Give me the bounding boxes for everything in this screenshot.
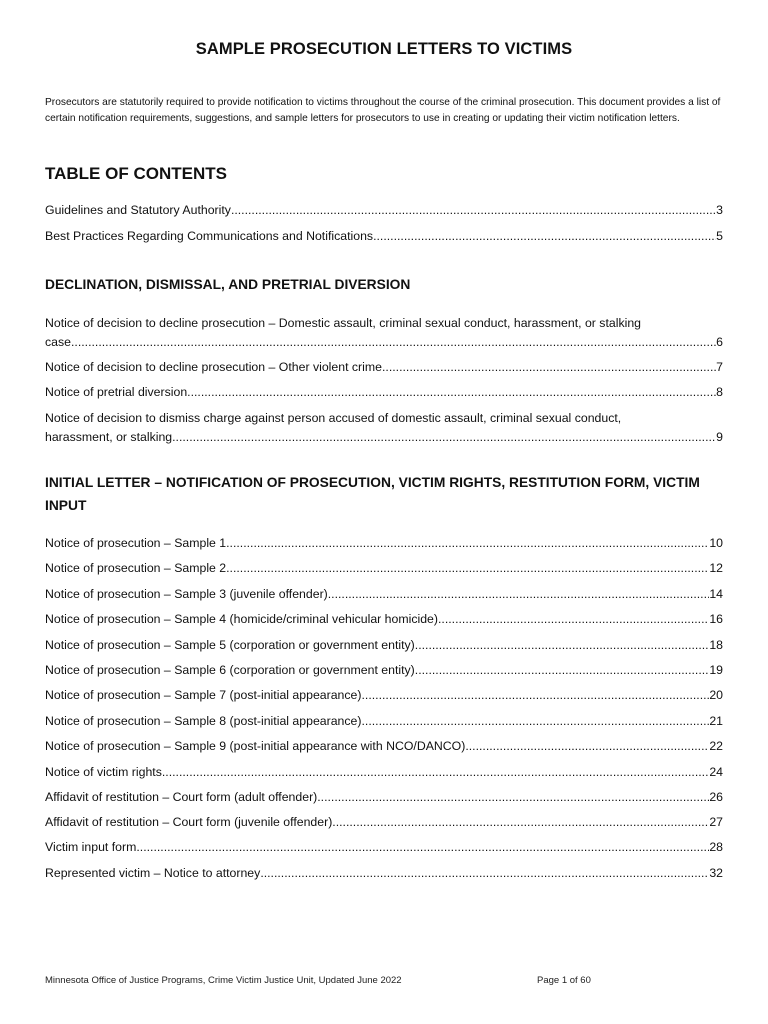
toc-entry-text: Best Practices Regarding Communications and Notifications <box>45 229 374 243</box>
toc-entry[interactable] <box>45 788 723 807</box>
dot-leader <box>260 864 709 883</box>
dot-leader <box>382 358 716 377</box>
toc-entry-text: Affidavit of restitution – Court form (adult offender) <box>45 790 318 804</box>
toc-entry[interactable] <box>45 534 723 553</box>
toc-page-number: 10 <box>709 536 723 550</box>
toc-entry-text-line1: Notice of decision to decline prosecution – Domestic assault, criminal sexual conduct, harassment, or stalking <box>45 316 642 330</box>
toc-entry-guidelines[interactable] <box>45 201 723 220</box>
toc-entry-dismiss-charge[interactable] <box>45 409 723 447</box>
toc-page-number: 21 <box>709 714 723 728</box>
dot-leader <box>361 712 709 731</box>
dot-leader <box>373 227 716 246</box>
dot-leader <box>187 383 716 402</box>
toc-page-number: 3 <box>716 203 723 217</box>
dot-leader <box>172 428 716 447</box>
toc-entry[interactable] <box>45 661 723 680</box>
toc-page-number: 20 <box>709 688 723 702</box>
toc-entry[interactable] <box>45 712 723 731</box>
toc-page-number: 6 <box>716 335 723 349</box>
toc-page-number: 14 <box>709 587 723 601</box>
toc-page-number: 16 <box>709 612 723 626</box>
toc-page-number: 12 <box>709 561 723 575</box>
toc-entry-text: Notice of prosecution – Sample 2 <box>45 561 227 575</box>
toc-entry-text: Affidavit of restitution – Court form (juvenile offender) <box>45 815 333 829</box>
dot-leader <box>71 333 716 352</box>
toc-entry[interactable] <box>45 838 723 857</box>
toc-entry-text: Notice of prosecution – Sample 1 <box>45 536 227 550</box>
dot-leader <box>226 534 709 553</box>
dot-leader <box>162 763 709 782</box>
toc-entry[interactable] <box>45 737 723 756</box>
toc-entry-text: Notice of prosecution – Sample 9 (post-initial appearance with NCO/DANCO) <box>45 739 466 753</box>
toc-page-number: 24 <box>709 765 723 779</box>
toc-entry-text: Guidelines and Statutory Authority <box>45 203 231 217</box>
toc-page-number: 32 <box>709 866 723 880</box>
dot-leader <box>415 636 710 655</box>
dot-leader <box>415 661 710 680</box>
toc-entry-text: Notice of prosecution – Sample 4 (homicide/criminal vehicular homicide) <box>45 612 438 626</box>
toc-entry-decline-other[interactable] <box>45 358 723 377</box>
toc-entry[interactable] <box>45 864 723 883</box>
toc-entry-text: Notice of pretrial diversion <box>45 385 188 399</box>
toc-entry-text: case <box>45 335 71 349</box>
dot-leader <box>317 788 709 807</box>
toc-entry-text-line1: Notice of decision to dismiss charge against person accused of domestic assault, criminal sexual conduct, <box>45 411 622 425</box>
toc-entry[interactable] <box>45 585 723 604</box>
toc-entry-text: Notice of prosecution – Sample 5 (corporation or government entity) <box>45 638 415 652</box>
toc-page-number: 28 <box>709 840 723 854</box>
toc-entry[interactable] <box>45 559 723 578</box>
intro-paragraph: Prosecutors are statutorily required to provide notification to victims throughout the course of the criminal prosecution. This document provides a list of certain notification requirements, suggestions, and sample letters for prosecutors to use in creating or updating their victim notification letters. <box>45 97 721 124</box>
dot-leader <box>465 737 709 756</box>
section-heading-declination: DECLINATION, DISMISSAL, AND PRETRIAL DIVERSION <box>45 277 411 292</box>
dot-leader <box>328 585 710 604</box>
dot-leader <box>136 838 709 857</box>
toc-page-number: 18 <box>709 638 723 652</box>
toc-page-number: 7 <box>716 360 723 374</box>
toc-entry-text: Notice of prosecution – Sample 6 (corporation or government entity) <box>45 663 415 677</box>
footer-organization: Minnesota Office of Justice Programs, Crime Victim Justice Unit, Updated June 2022 <box>45 975 402 986</box>
section-heading-initial-letter: INITIAL LETTER – NOTIFICATION OF PROSECUTION, VICTIM RIGHTS, RESTITUTION FORM, VICTIM INPUT <box>45 475 700 513</box>
toc-heading: TABLE OF CONTENTS <box>45 164 227 183</box>
toc-entry-text: Notice of prosecution – Sample 8 (post-initial appearance) <box>45 714 362 728</box>
toc-entry-text: Notice of prosecution – Sample 7 (post-initial appearance) <box>45 688 362 702</box>
toc-entry-text: Notice of prosecution – Sample 3 (juvenile offender) <box>45 587 328 601</box>
toc-entry[interactable] <box>45 813 723 832</box>
toc-entry-text: Victim input form <box>45 840 137 854</box>
document-title: SAMPLE PROSECUTION LETTERS TO VICTIMS <box>195 40 573 58</box>
toc-entry[interactable] <box>45 763 723 782</box>
dot-leader <box>226 559 709 578</box>
toc-entry[interactable] <box>45 636 723 655</box>
dot-leader <box>332 813 709 832</box>
toc-page-number: 8 <box>716 385 723 399</box>
toc-entry-text: Represented victim – Notice to attorney <box>45 866 261 880</box>
toc-page-number: 26 <box>709 790 723 804</box>
toc-entry[interactable] <box>45 610 723 629</box>
toc-page-number: 27 <box>709 815 723 829</box>
toc-entry-best-practices[interactable] <box>45 227 723 246</box>
toc-entry[interactable] <box>45 686 723 705</box>
toc-entry-text: Notice of decision to decline prosecution – Other violent crime <box>45 360 382 374</box>
toc-entry-pretrial-diversion[interactable] <box>45 383 723 402</box>
dot-leader <box>361 686 709 705</box>
dot-leader <box>438 610 709 629</box>
dot-leader <box>231 201 716 220</box>
toc-page-number: 5 <box>716 229 723 243</box>
toc-page-number: 19 <box>709 663 723 677</box>
toc-entry-decline-domestic[interactable] <box>45 314 723 352</box>
toc-page-number: 22 <box>709 739 723 753</box>
toc-entry-text: harassment, or stalking <box>45 430 173 444</box>
toc-entry-text: Notice of victim rights <box>45 765 162 779</box>
toc-page-number: 9 <box>716 430 723 444</box>
footer-page-number: Page 1 of 60 <box>537 975 591 986</box>
